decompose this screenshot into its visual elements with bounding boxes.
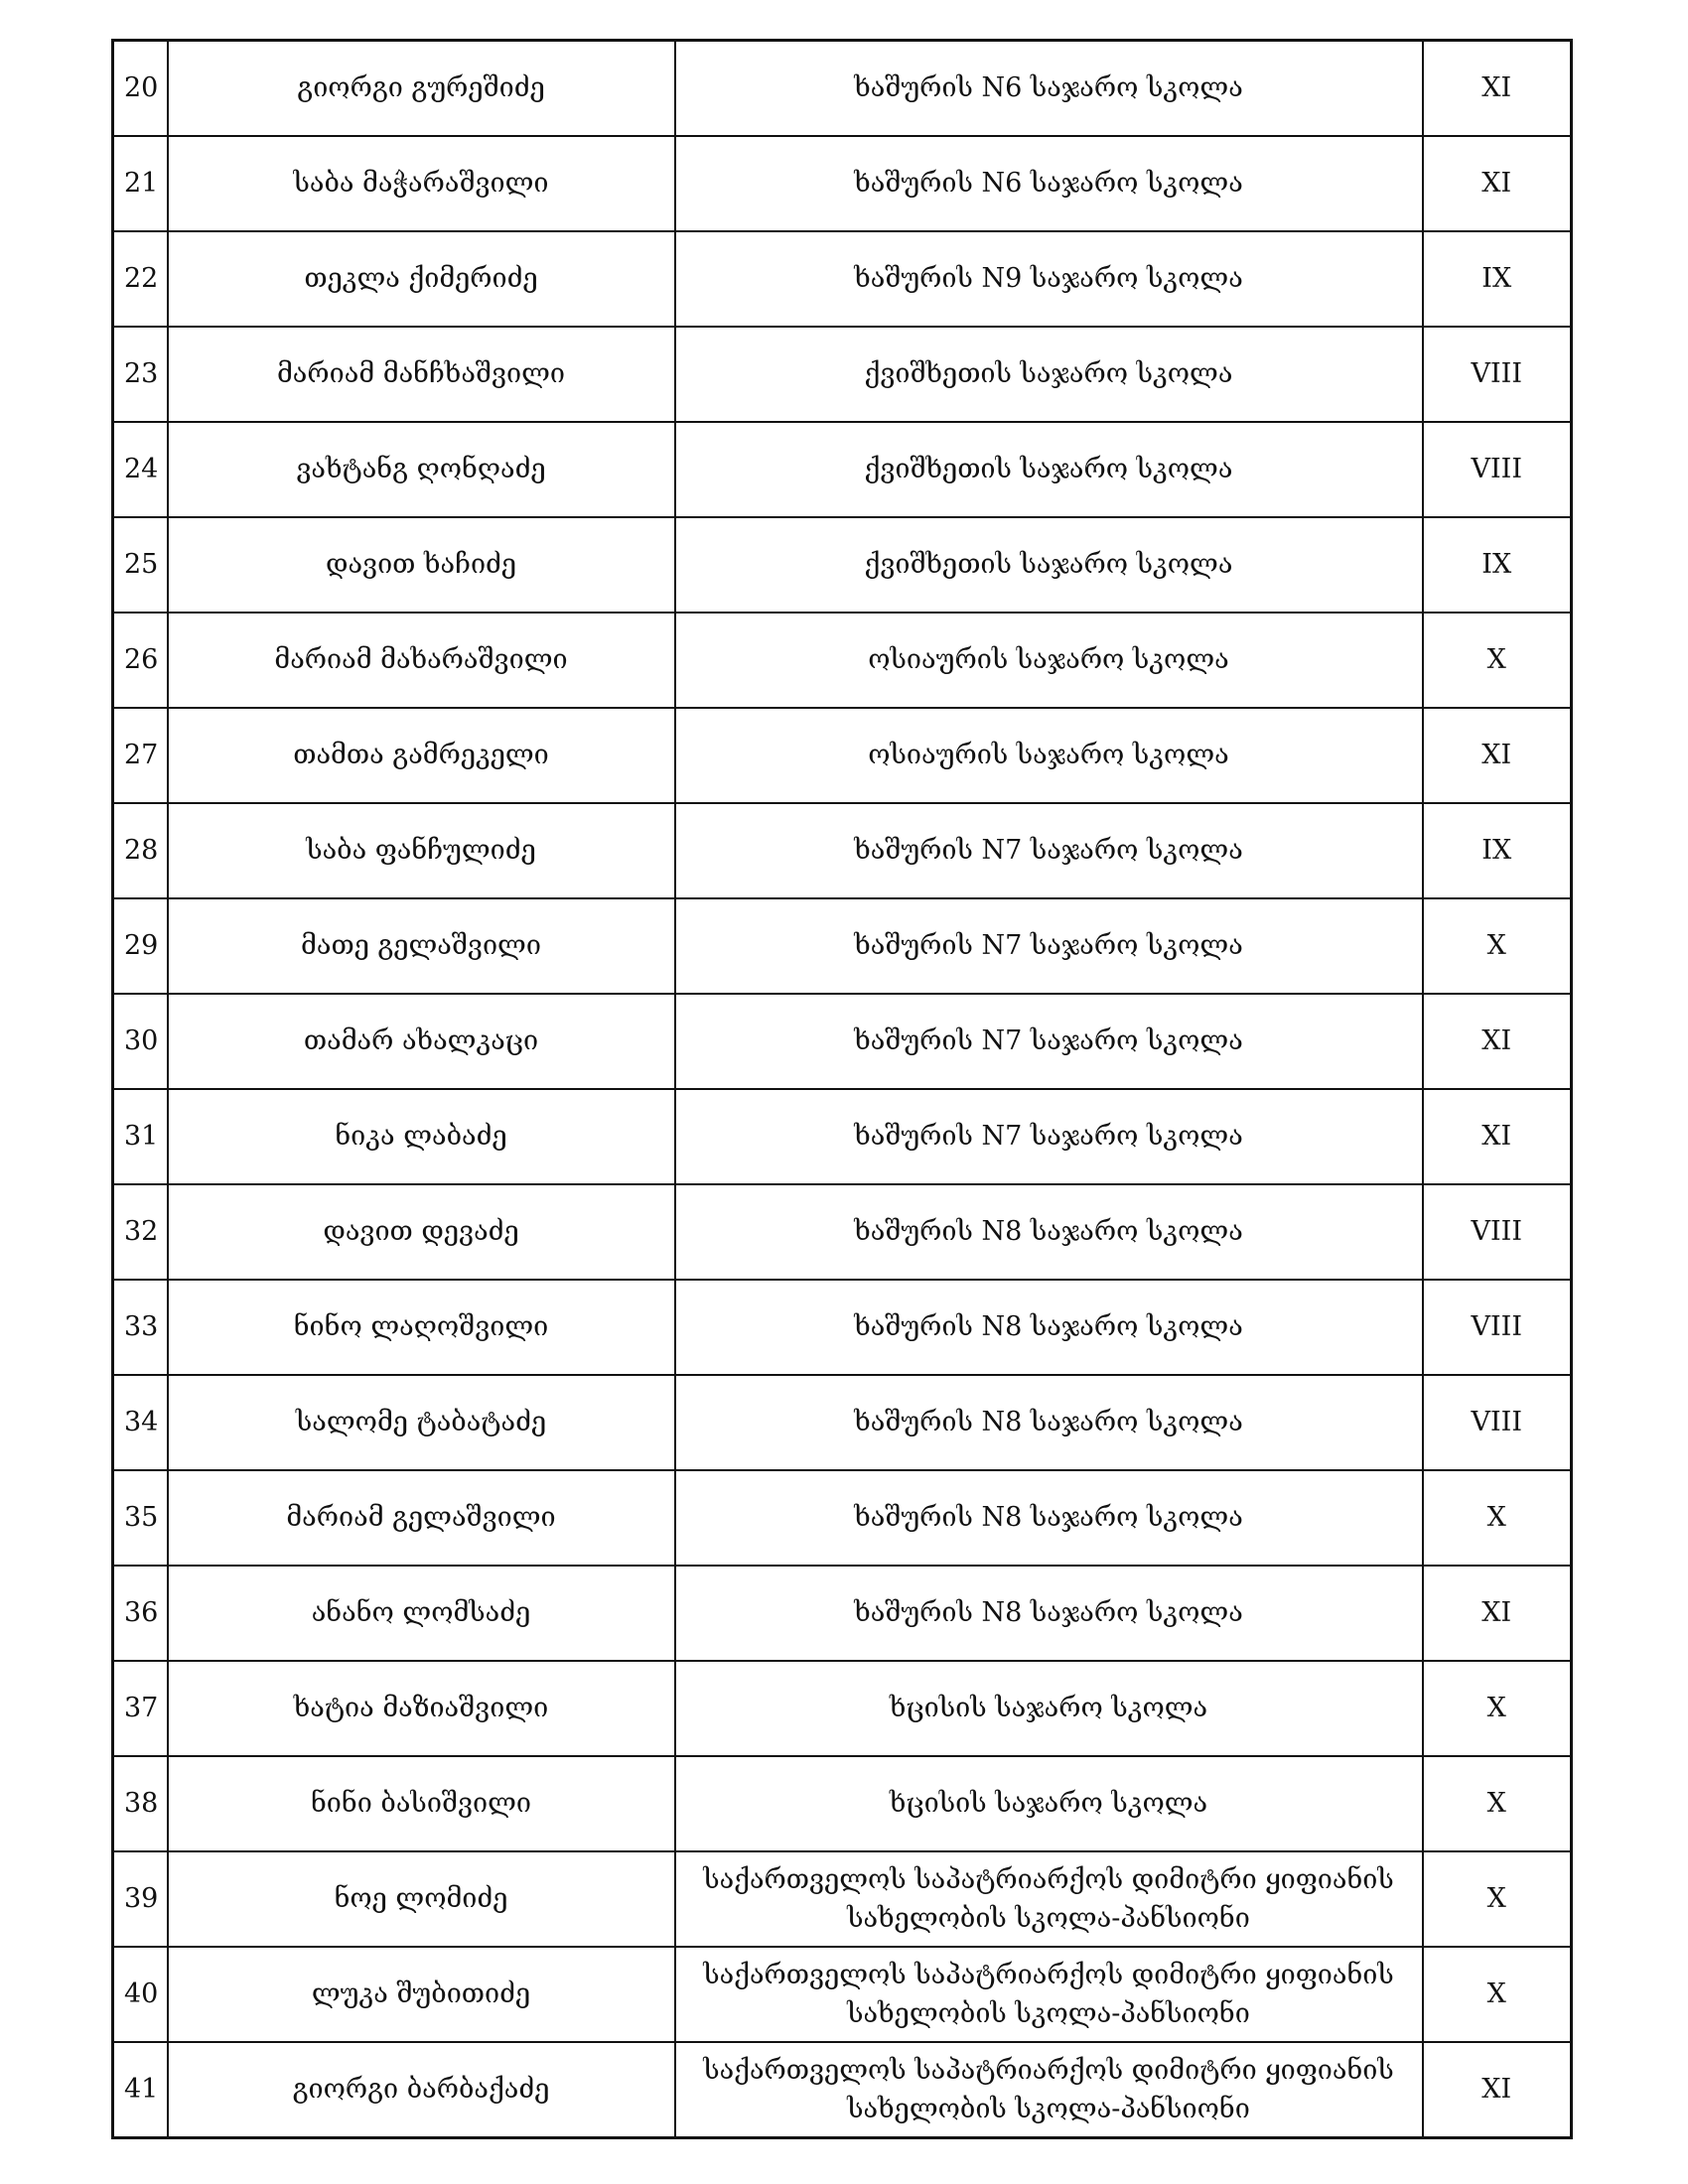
table-row [113,136,1572,231]
table-row [113,1566,1572,1661]
row-number: 33 [113,1280,168,1375]
table-row [113,1947,1572,2042]
students-table [111,39,1573,2139]
student-name: საბა ფანჩულიძე [168,803,675,898]
grade-level: VIII [1423,422,1572,517]
table-row [113,994,1572,1089]
school-name-text: ხაშურის N7 საჯარო სკოლა [854,1025,1243,1057]
table-row [113,422,1572,517]
row-number: 40 [113,1947,168,2042]
row-number: 35 [113,1470,168,1566]
school-name-text: ხაშურის N8 საჯარო სკოლა [854,1311,1243,1343]
row-number: 25 [113,517,168,613]
table-row [113,1661,1572,1756]
table-row [113,1756,1572,1851]
grade-level: IX [1423,231,1572,327]
grade-level: XI [1423,136,1572,231]
student-name: მარიამ გელაშვილი [168,1470,675,1566]
student-name: დავით ხაჩიძე [168,517,675,613]
grade-level: XI [1423,1566,1572,1661]
student-name: მათე გელაშვილი [168,898,675,994]
grade-level: X [1423,1756,1572,1851]
grade-level: VIII [1423,1184,1572,1280]
grade-level: X [1423,1947,1572,2042]
student-name: ლუკა შუბითიძე [168,1947,675,2042]
school-name-text: ხაშურის N8 საჯარო სკოლა [854,1407,1243,1438]
student-name: გიორგი ბარბაქაძე [168,2042,675,2138]
row-number: 39 [113,1851,168,1947]
student-name: თამარ ახალკაცი [168,994,675,1089]
school-name [675,517,1423,613]
school-name [675,898,1423,994]
student-name: ნინო ლაღოშვილი [168,1280,675,1375]
row-number: 37 [113,1661,168,1756]
school-name-text: ხაშურის N8 საჯარო სკოლა [854,1216,1243,1248]
table-row [113,2042,1572,2138]
student-name: გიორგი გურეშიძე [168,41,675,137]
school-name-text: ხაშურის N7 საჯარო სკოლა [854,930,1243,962]
row-number: 38 [113,1756,168,1851]
table-row [113,803,1572,898]
row-number: 22 [113,231,168,327]
grade-level: X [1423,1470,1572,1566]
row-number: 24 [113,422,168,517]
student-name: თეკლა ქიმერიძე [168,231,675,327]
table-row [113,613,1572,708]
row-number: 30 [113,994,168,1089]
table-row [113,1280,1572,1375]
school-name [675,1375,1423,1470]
table-row [113,1470,1572,1566]
school-name [675,1184,1423,1280]
school-name [675,613,1423,708]
student-name: ნოე ლომიძე [168,1851,675,1947]
student-name: ვახტანგ ღონღაძე [168,422,675,517]
row-number: 41 [113,2042,168,2138]
school-name-text: ოსიაურის საჯარო სკოლა [868,740,1229,771]
grade-level: X [1423,898,1572,994]
grade-level: XI [1423,708,1572,803]
grade-level: XI [1423,994,1572,1089]
school-name-text: ხაშურის N8 საჯარო სკოლა [854,1597,1243,1629]
table-row [113,1089,1572,1184]
school-name-text: ხაშურის N7 საჯარო სკოლა [854,835,1243,867]
school-name [675,136,1423,231]
student-name: სალომე ტაბატაძე [168,1375,675,1470]
row-number: 28 [113,803,168,898]
school-name-text: ხცისის საჯარო სკოლა [889,1788,1208,1820]
school-name [675,1470,1423,1566]
school-name [675,2042,1423,2138]
student-name: ხატია მაზიაშვილი [168,1661,675,1756]
grade-level: X [1423,613,1572,708]
grade-level: IX [1423,803,1572,898]
table-row [113,231,1572,327]
school-name [675,803,1423,898]
school-name [675,1566,1423,1661]
row-number: 31 [113,1089,168,1184]
grade-level: X [1423,1661,1572,1756]
student-name: ნიკა ლაბაძე [168,1089,675,1184]
grade-level: IX [1423,517,1572,613]
school-name [675,41,1423,137]
student-name: თამთა გამრეკელი [168,708,675,803]
table-row [113,1851,1572,1947]
school-name-text: ხცისის საჯარო სკოლა [889,1693,1208,1724]
school-name-text: ქვიშხეთის საჯარო სკოლა [864,549,1233,581]
grade-level: XI [1423,1089,1572,1184]
school-name [675,708,1423,803]
table-row [113,1184,1572,1280]
row-number: 29 [113,898,168,994]
table-row [113,708,1572,803]
student-name: დავით დევაძე [168,1184,675,1280]
school-name [675,1661,1423,1756]
student-name: ანანო ლომსაძე [168,1566,675,1661]
student-name: საბა მაჭარაშვილი [168,136,675,231]
school-name-text: ხაშურის N9 საჯარო სკოლა [854,263,1243,295]
school-name-text: ხაშურის N7 საჯარო სკოლა [854,1121,1243,1153]
student-name: მარიამ მახარაშვილი [168,613,675,708]
student-name: მარიამ მანჩხაშვილი [168,327,675,422]
grade-level: XI [1423,2042,1572,2138]
school-name [675,422,1423,517]
school-name [675,1280,1423,1375]
row-number: 23 [113,327,168,422]
school-name-text: საქართველოს საპატრიარქოს დიმიტრი ყიფიანის სახელობის სკოლა-პანსიონი [703,2054,1394,2124]
school-name-text: ხაშურის N6 საჯარო სკოლა [854,72,1243,104]
grade-level: VIII [1423,1375,1572,1470]
school-name-text: ხაშურის N8 საჯარო სკოლა [854,1502,1243,1534]
table-row [113,41,1572,137]
grade-level: X [1423,1851,1572,1947]
table-row [113,327,1572,422]
row-number: 32 [113,1184,168,1280]
row-number: 26 [113,613,168,708]
row-number: 36 [113,1566,168,1661]
school-name-text: ქვიშხეთის საჯარო სკოლა [864,454,1233,485]
school-name-text: ქვიშხეთის საჯარო სკოლა [864,358,1233,390]
school-name [675,1947,1423,2042]
row-number: 21 [113,136,168,231]
school-name [675,231,1423,327]
grade-level: XI [1423,41,1572,137]
school-name-text: ხაშურის N6 საჯარო სკოლა [854,168,1243,200]
school-name [675,1089,1423,1184]
school-name [675,1756,1423,1851]
school-name [675,1851,1423,1947]
school-name [675,327,1423,422]
table-row [113,517,1572,613]
grade-level: VIII [1423,327,1572,422]
row-number: 34 [113,1375,168,1470]
school-name [675,994,1423,1089]
school-name-text: საქართველოს საპატრიარქოს დიმიტრი ყიფიანის სახელობის სკოლა-პანსიონი [703,1959,1394,2029]
school-name-text: ოსიაურის საჯარო სკოლა [868,644,1229,676]
grade-level: VIII [1423,1280,1572,1375]
table-row [113,1375,1572,1470]
student-name: ნინი ბასიშვილი [168,1756,675,1851]
school-name-text: საქართველოს საპატრიარქოს დიმიტრი ყიფიანის სახელობის სკოლა-პანსიონი [703,1863,1394,1934]
row-number: 27 [113,708,168,803]
table-row [113,898,1572,994]
students-table-body [113,41,1572,2138]
row-number: 20 [113,41,168,137]
